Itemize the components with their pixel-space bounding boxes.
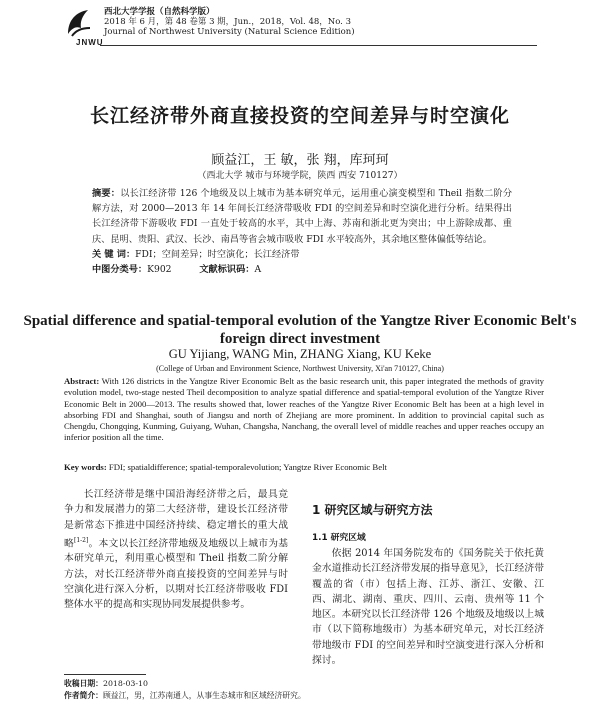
paper-title-en: Spatial difference and spatial-temporal evolution of the Yangtze River Economic Belt's foreign direct investment: [23, 313, 577, 347]
received-date: [64, 678, 306, 690]
section-1-1-heading: 1.1 研究区域: [312, 533, 366, 543]
abstract-zh: [92, 186, 512, 247]
clc-label: 中图分类号：: [92, 264, 148, 276]
keywords-zh-label: 关 键 词：: [92, 248, 136, 260]
clc-value: K902: [147, 264, 172, 276]
keywords-en-label: Key words:: [64, 462, 107, 472]
author-bio: [64, 690, 306, 702]
intro-paragraph: [64, 487, 288, 613]
received-value: 2018-03-10: [102, 679, 148, 688]
abstract-en-label: Abstract:: [64, 376, 100, 386]
authors-zh: 顾益江，王 敏，张 翔，库珂珂: [211, 153, 389, 168]
journal-abbrev: JNWU: [76, 38, 104, 47]
abstract-en-text: With 126 districts in the Yangtze River Economic Belt as the basic research unit, this paper integrated the methods of gravity evolution model, two-stage nested Theil decomposition to analyze spatial difference and spatial-temporal evolution of the Yangtze River Economic Belt in 2000—2013. The results showed that, lower reaches of the Yangtze River Economic Belt has been at a high level in absorbing FDI and Shanghai, south of Jiangsu and north of Zhejiang are more prominent. In addition to provincial capital such as Chengdu, Chongqing, Kunming, Guiyang, Wuhan, Changsha, Nanchang, the overall level of middle reaches and upper reaches occupy an inferior position all the time.: [64, 376, 544, 443]
doc-code-value: A: [254, 264, 262, 276]
affiliation-zh: （西北大学 城市与环境学院，陕西 西安 710127）: [197, 171, 403, 181]
doc-code-label: 文献标识码：: [199, 264, 255, 276]
abstract-zh-text: 以长江经济带 126 个地级及以上城市为基本研究单元，运用重心演变模型和 Theil 指数二阶分解方法，对 2000—2013 年 14 年间长江经济带吸收 FDI 的空间差异和时空演化进行分析。结果得出长江经济带下游吸收 FDI 一直处于较高的水平，其中上海、苏南和浙北更为突出；中上游除成都、重庆、昆明、贵阳、武汉、长沙、南昌等省会城市吸收 FDI 水平较高外，其余地区整体偏低等结论。: [92, 188, 513, 245]
keywords-zh-text: FDI；空间差异；时空演化；长江经济带: [135, 248, 300, 260]
intro-text-tail: 。本文以长江经济带地级及地级以上城市为基本研究单元，利用重心模型和 Theil 指数二阶分解方法，对长江经济带外商直接投资的空间差异与时空演化进行深入分析，以期对长江经济带吸收 FDI 整体水平的提高和实现协同发展提供参考。: [64, 538, 289, 611]
section-1-1-paragraph: 依据 2014 年国务院发布的《国务院关于依托黄金水道推动长江经济带发展的指导意见》，长江经济带覆盖的省（市）包括上海、江苏、浙江、安徽、江西、湖北、湖南、重庆、四川、云南、贵州等 11 个地区。本研究以长江经济带 126 个地级及地级以上城市（以下简称地级市）为基本研究单元，对长江经济带地级市 FDI 的空间差异和时空演变进行深入分析和探讨。: [312, 548, 544, 667]
classification-line: [92, 262, 512, 277]
journal-logo: [62, 6, 96, 40]
footnote: [64, 678, 306, 703]
journal-name-en: Journal of Northwest University (Natural Science Edition): [104, 27, 355, 38]
abstract-zh-block: [92, 186, 512, 277]
section-1-heading: 1 研究区域与研究方法: [312, 503, 433, 517]
author-bio-label: 作者简介：: [64, 691, 103, 701]
authors-en: GU Yijiang, WANG Min, ZHANG Xiang, KU Keke: [168, 347, 432, 361]
keywords-zh: [92, 247, 512, 262]
footnote-rule: [64, 674, 146, 675]
journal-name: 西北大学学报（自然科学版）: [104, 7, 215, 17]
keywords-en-text: FDI; spatialdifference; spatial-temporalevolution; Yangtze River Economic Belt: [108, 462, 387, 472]
received-label: 收稿日期：: [64, 679, 103, 688]
author-bio-text: 顾益江，男，江苏南通人，从事生态城市和区域经济研究。: [102, 691, 306, 701]
affiliation-en: (College of Urban and Environment Science, Northwest University, Xi'an 710127, China): [156, 364, 444, 373]
intro-text: 长江经济带是继中国沿海经济带之后，最具竞争力和发展潜力的第二大经济带，建设长江经济带是新常态下推进中国经济持续、稳定增长的重大战略: [64, 489, 288, 550]
keywords-en: [64, 462, 544, 472]
journal-info: [104, 7, 355, 38]
paper-title-zh: 长江经济带外商直接投资的空间差异与时空演化: [89, 105, 510, 127]
intro-citation: [1-2]: [73, 536, 89, 544]
header-rule: [100, 45, 537, 46]
journal-issue: 2018 年 6 月，第 48 卷第 3 期，Jun.，2018，Vol. 48，No. 3: [104, 17, 351, 28]
abstract-zh-label: 摘要：: [92, 188, 121, 199]
abstract-en: [64, 376, 544, 444]
